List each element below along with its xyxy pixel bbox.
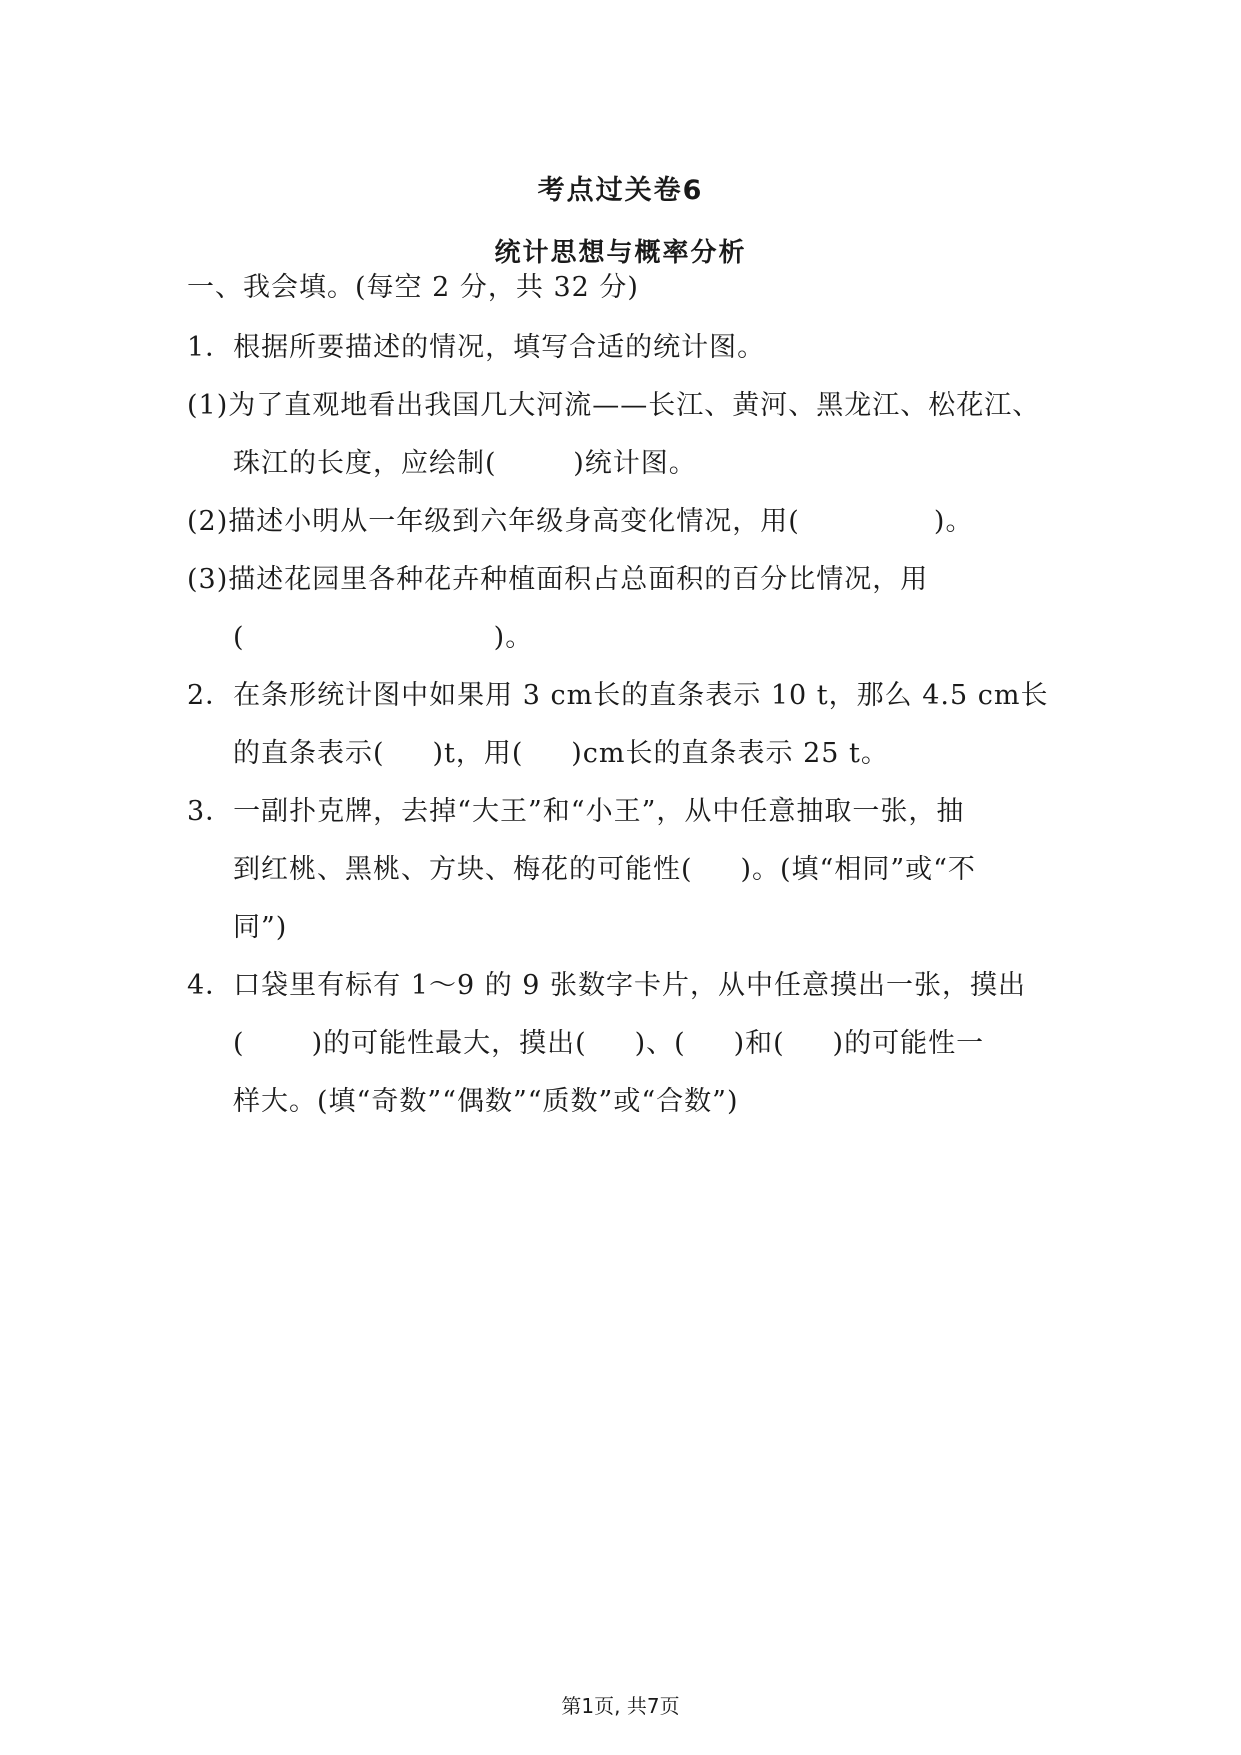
- question-1: 1．根据所要描述的情况，填写合适的统计图。: [187, 332, 766, 363]
- question-4-cont-2: 样大。(填“奇数”“偶数”“质数”或“合数”): [233, 1086, 739, 1117]
- question-2: 2．在条形统计图中如果用 3 cm长的直条表示 10 t，那么 4.5 cm长: [187, 680, 1049, 711]
- question-1-1-cont: 珠江的长度，应绘制( )统计图。: [233, 448, 697, 479]
- question-4: 4．口袋里有标有 1～9 的 9 张数字卡片，从中任意摸出一张，摸出: [187, 970, 1027, 1001]
- question-1-2: (2)描述小明从一年级到六年级身高变化情况，用( )。: [187, 506, 974, 537]
- question-4-cont: ( )的可能性最大，摸出( )、( )和( )的可能性一: [233, 1028, 985, 1059]
- section-heading: 一、我会填。(每空 2 分，共 32 分): [187, 272, 639, 303]
- question-3-cont: 到红桃、黑桃、方块、梅花的可能性( )。(填“相同”或“不: [233, 854, 976, 885]
- question-1-1: (1)为了直观地看出我国几大河流——长江、黄河、黑龙江、松花江、: [187, 390, 1041, 421]
- page-footer: 第1页, 共7页: [561, 1694, 680, 1718]
- question-1-3: (3)描述花园里各种花卉种植面积占总面积的百分比情况，用: [187, 564, 929, 595]
- page-subtitle: 统计思想与概率分析: [494, 238, 747, 268]
- question-2-cont: 的直条表示( )t，用( )cm长的直条表示 25 t。: [233, 738, 889, 769]
- question-1-3-cont: ( )。: [233, 622, 534, 653]
- page-title: 考点过关卷6: [537, 175, 704, 206]
- question-3: 3．一副扑克牌，去掉“大王”和“小王”，从中任意抽取一张，抽: [187, 796, 965, 827]
- question-3-cont-2: 同”): [233, 912, 288, 943]
